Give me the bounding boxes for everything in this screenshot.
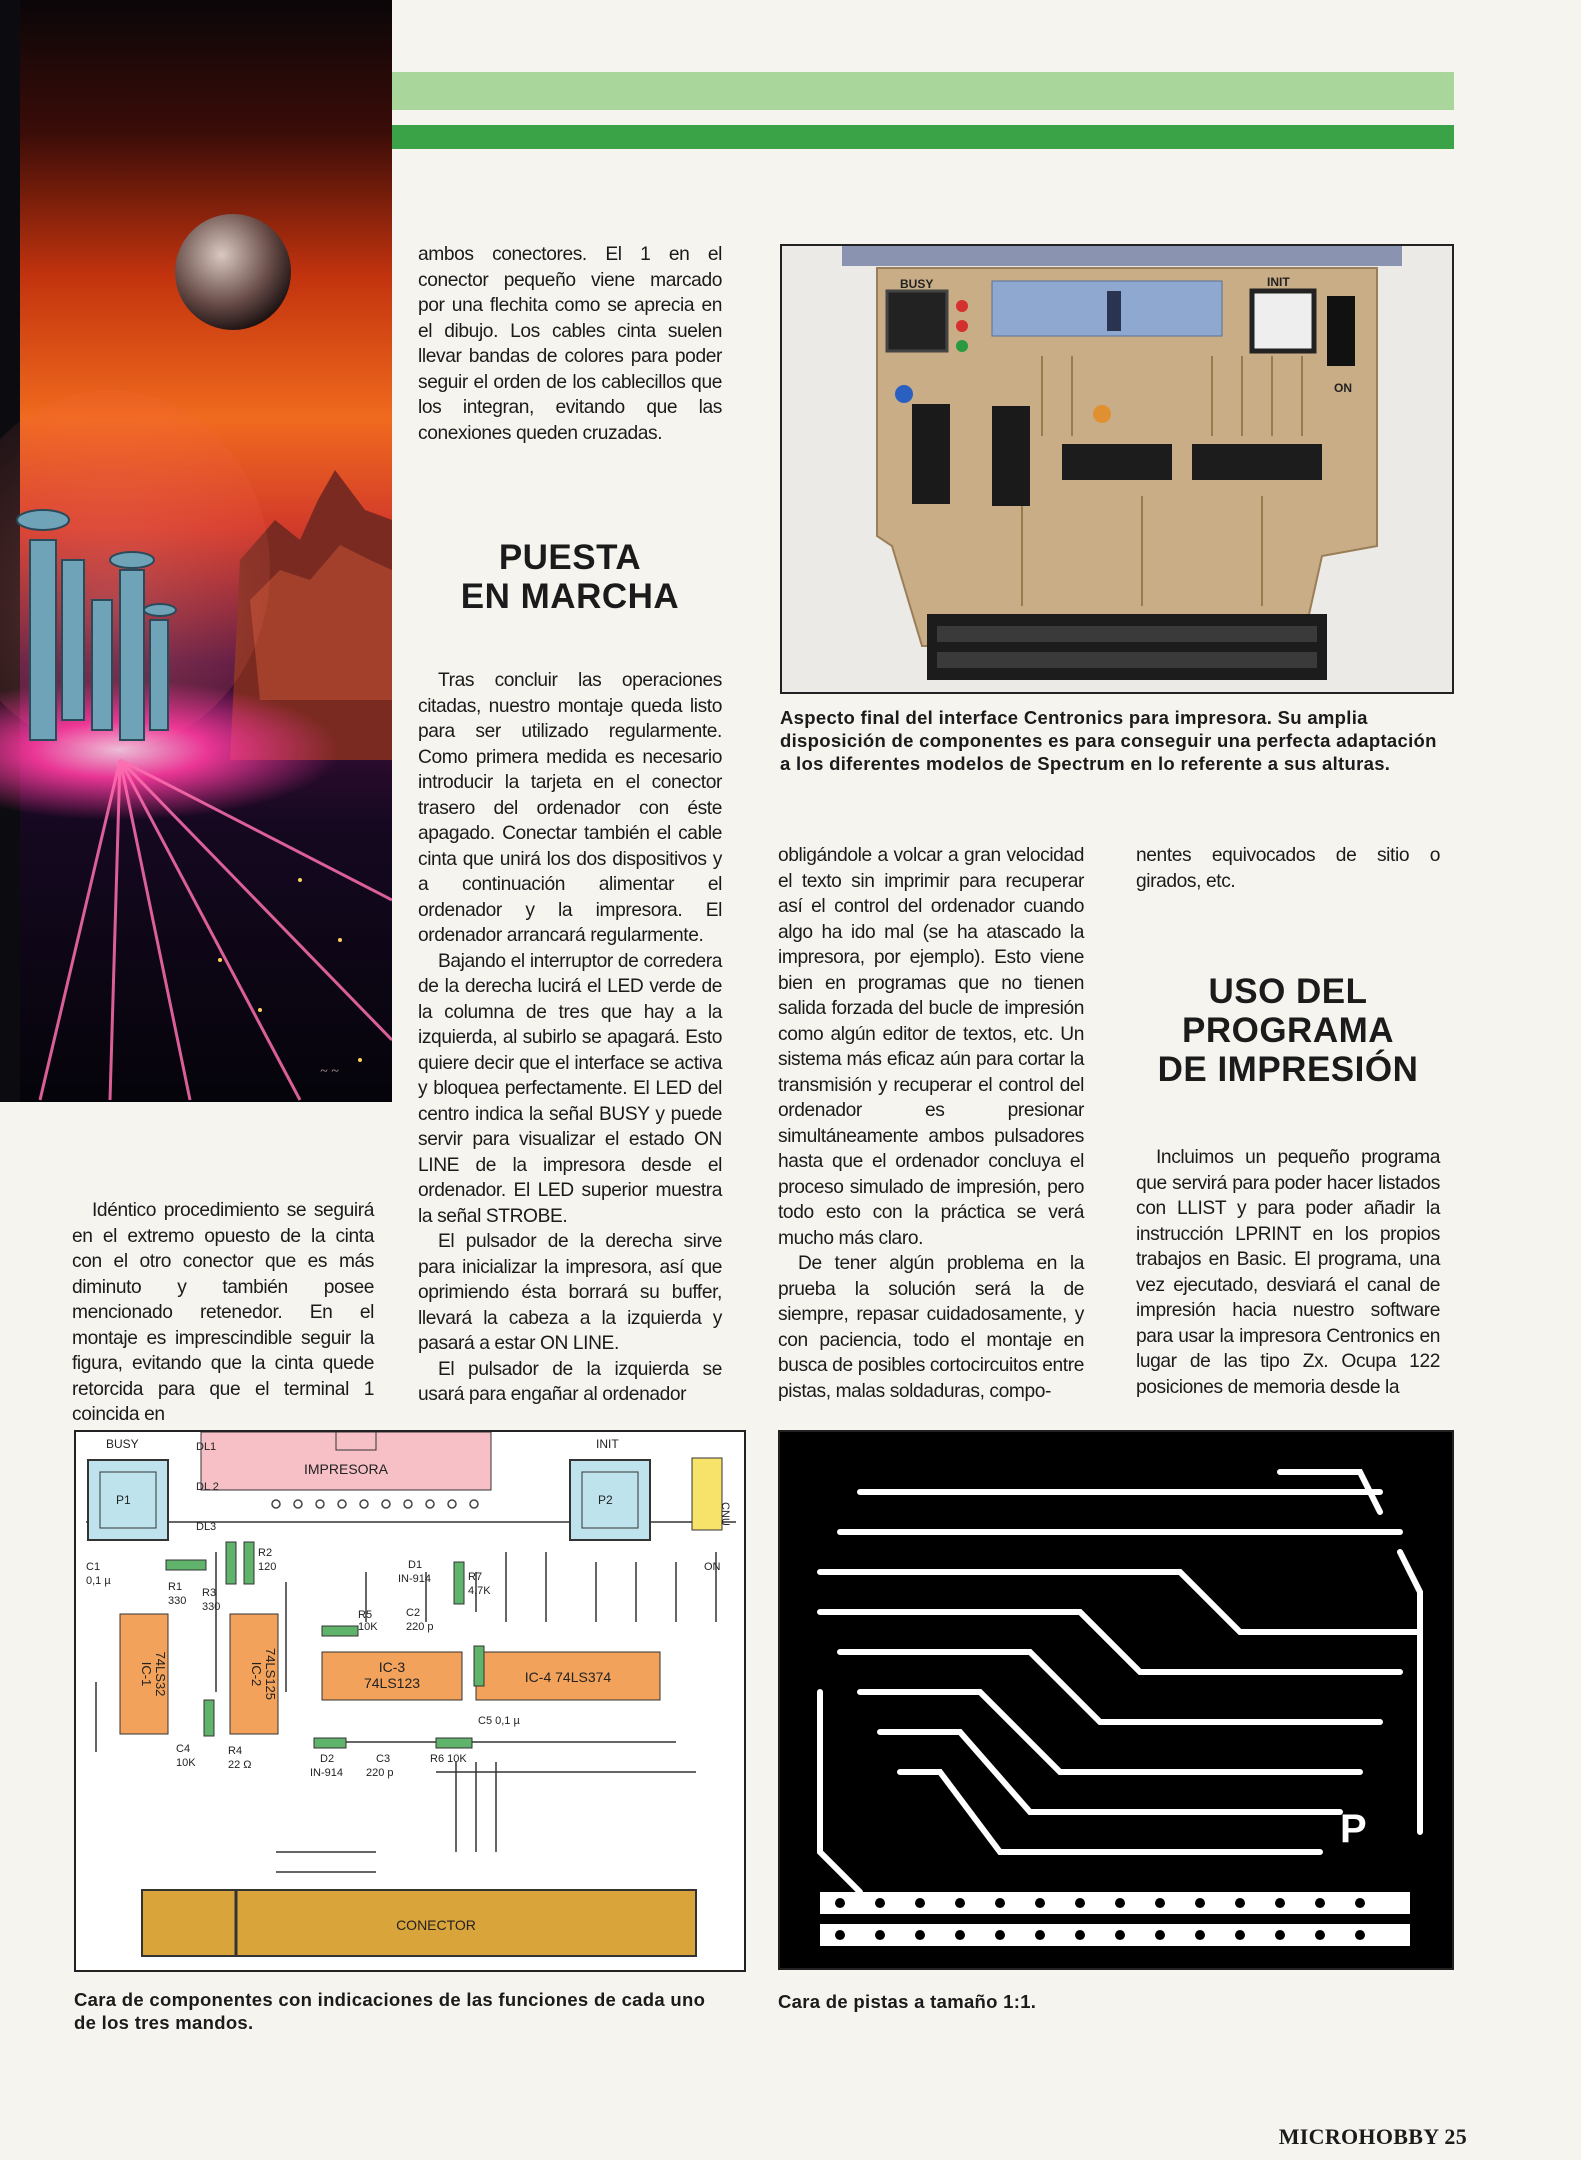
schematic-caption: Cara de componentes con indicaciones de las funciones de cada uno de los tres mandos. bbox=[74, 1989, 706, 2033]
schem-label-c2-value: 220 p bbox=[406, 1621, 434, 1633]
schem-label-ic4: IC-4 74LS374 bbox=[524, 1669, 612, 1685]
schem-label-conector: CONECTOR bbox=[396, 1917, 476, 1933]
heading-line: EN MARCHA bbox=[460, 577, 680, 616]
photo-label-busy: BUSY bbox=[900, 277, 934, 291]
schem-label-cnu: CNU bbox=[719, 1502, 731, 1526]
space-illustration bbox=[0, 0, 392, 1102]
schem-label-c4: C4 bbox=[176, 1743, 191, 1755]
schem-label-r7: R7 bbox=[468, 1571, 483, 1583]
column-2-body bbox=[418, 668, 722, 1408]
schem-label-init: INIT bbox=[596, 1437, 619, 1451]
heading-line: USO DEL bbox=[1208, 972, 1368, 1011]
schem-label-r1-value: 330 bbox=[168, 1595, 187, 1607]
schem-label-c5: C5 0,1 µ bbox=[478, 1715, 520, 1727]
schem-label-r6: R6 10K bbox=[430, 1753, 467, 1765]
photo-label-init: INIT bbox=[1267, 275, 1290, 289]
magazine-name: MICROHOBBY bbox=[1278, 2124, 1439, 2149]
page-number: 25 bbox=[1444, 2124, 1467, 2149]
schem-label-p2: P2 bbox=[598, 1493, 613, 1507]
schem-label-ic3: IC-3 bbox=[378, 1659, 406, 1675]
heading-puesta-en-marcha bbox=[418, 538, 722, 616]
schem-label-d1: D1 bbox=[408, 1559, 423, 1571]
col2-paragraph: Bajando el interruptor de corredera de la derecha lucirá el LED verde de la columna de tres que hay a la izquierda, al subirlo se apagará. Esto quiere decir que el interface se activa y bloquea perfectamente. El LED del centro indica la señal BUSY y puede servir para visualizar el estado ON LINE de la impresora desde el ordenador. El LED superior muestra la señal STROBE. bbox=[418, 950, 722, 1227]
col4-paragraph: Incluimos un pequeño programa que servirá para poder hacer listados con LLIST y para poder añadir la instrucción LPRINT en los propios trabajos en Basic. El programa, una vez ejecutado, desviará el canal de impresión hacia nuestro software para usar la impresora Centronics en lugar de las tipo Zx. Ocupa 122 posiciones de memoria desde la bbox=[1136, 1147, 1440, 1398]
col4-intro: nentes equivocados de sitio o girados, etc. bbox=[1136, 845, 1440, 892]
schem-label-busy: BUSY bbox=[106, 1437, 139, 1451]
photo-label-on: ON bbox=[1334, 381, 1352, 395]
col2-paragraph: El pulsador de la izquierda se usará para engañar al ordenador bbox=[418, 1358, 722, 1405]
heading-line: PROGRAMA bbox=[1181, 1011, 1395, 1050]
schem-label-r3: R3 bbox=[202, 1587, 217, 1599]
schem-label-p1: P1 bbox=[116, 1493, 131, 1507]
schem-label-on: ON bbox=[704, 1561, 721, 1573]
col2-intro: ambos conectores. El 1 en el conector pequeño viene marcado por una flechita como se aprecia en el dibujo. Los cables cinta suelen llevar bandas de colores para poder seguir el orden de los cablecillos que los integran, evitando que las conexiones queden cruzadas. bbox=[418, 244, 722, 444]
svg-text:~ ~: ~ ~ bbox=[320, 1064, 339, 1079]
pcb-tracks bbox=[778, 1430, 1454, 1970]
schem-label-c1-value: 0,1 µ bbox=[86, 1575, 111, 1587]
heading-line: PUESTA bbox=[498, 538, 642, 577]
schem-label-r1: R1 bbox=[168, 1581, 183, 1593]
schem-label-ic2: IC-2 bbox=[249, 1661, 264, 1687]
schem-label-dl1: DL1 bbox=[196, 1441, 217, 1453]
cover-illustration bbox=[0, 0, 392, 1102]
schematic-drawing bbox=[76, 1432, 744, 1970]
heading-line: DE IMPRESIÓN bbox=[1157, 1050, 1419, 1089]
schem-label-dl3: DL3 bbox=[196, 1521, 217, 1533]
schem-label-d1-value: IN-914 bbox=[398, 1573, 432, 1585]
board-photo-drawing bbox=[782, 246, 1452, 692]
board-photo bbox=[780, 244, 1454, 694]
header-bar-light bbox=[392, 72, 1454, 110]
col2-paragraph: El pulsador de la derecha sirve para inicializar la impresora, así que oprimiendo ésta borrará su buffer, llevará la cabeza a la izquierda y pasará a estar ON LINE. bbox=[418, 1231, 722, 1354]
column-1 bbox=[72, 1198, 374, 1428]
component-schematic bbox=[74, 1430, 746, 1972]
page-footer bbox=[1279, 2124, 1467, 2150]
header-bar-dark bbox=[392, 125, 1454, 149]
schem-label-r5: R5 bbox=[358, 1609, 373, 1621]
col3-paragraph: obligándole a volcar a gran velocidad el texto sin imprimir para recuperar así el control del ordenador cuando algo ha ido mal (se ha atascado la impresora, por ejemplo). Esto viene bien en programas que no tienen salida forzada del bucle de impresión como algún editor de textos, etc. Un sistema más eficaz aún para cortar la transmisión y recuperar el control del ordenador es presionar simultáneamente ambos pulsadores hasta que el ordenador concluya el proceso simulado de impresión, pero todo esto con la práctica se verá mucho más claro. bbox=[778, 845, 1084, 1249]
photo-caption: Aspecto final del interface Centronics para impresora. Su amplia disposición de componentes es para conseguir una perfecta adaptación a los diferentes modelos de Spectrum en lo referente a sus alturas. bbox=[780, 707, 1437, 774]
schem-label-ic1-type: 74LS32 bbox=[153, 1651, 168, 1697]
schem-label-ic3-type: 74LS123 bbox=[363, 1675, 421, 1691]
schem-label-c3-value: 220 p bbox=[366, 1767, 394, 1779]
schem-label-c1: C1 bbox=[86, 1561, 101, 1573]
schem-label-r4-value: 22 Ω bbox=[228, 1759, 252, 1771]
schem-label-r3-value: 330 bbox=[202, 1601, 221, 1613]
schem-label-r4: R4 bbox=[228, 1745, 243, 1757]
schem-label-c2: C2 bbox=[406, 1607, 421, 1619]
schem-label-r5-value: 10K bbox=[358, 1621, 378, 1633]
schem-label-d2-value: IN-914 bbox=[310, 1767, 344, 1779]
schem-label-r2-value: 120 bbox=[258, 1561, 277, 1573]
pcb-drawing bbox=[780, 1432, 1452, 1968]
heading-uso-del-programa bbox=[1136, 972, 1440, 1089]
col1-paragraph: Idéntico procedimiento se seguirá en el extremo opuesto de la cinta con el otro conector que es más diminuto y también posee mencionado retenedor. En el montaje es imprescindible seguir la figura, evitando que la cinta quede retorcida para que el terminal 1 coincida en bbox=[72, 1200, 374, 1425]
column-4 bbox=[1136, 843, 1440, 894]
pcb-letter: P bbox=[1340, 1807, 1367, 1851]
col3-paragraph: De tener algún problema en la prueba la solución será la de siempre, repasar cuidadosamente, y con paciencia, todo el montaje en busca de posibles cortocircuitos entre pistas, malas soldaduras, compo- bbox=[778, 1253, 1084, 1402]
column-4-body bbox=[1136, 1145, 1440, 1400]
schem-label-r7-value: 4,7K bbox=[468, 1585, 491, 1597]
schem-label-r2: R2 bbox=[258, 1547, 273, 1559]
schem-label-c4-value: 10K bbox=[176, 1757, 196, 1769]
column-3 bbox=[778, 843, 1084, 1404]
schem-label-ic2-type: 74LS125 bbox=[263, 1647, 278, 1701]
col2-paragraph: Tras concluir las operaciones citadas, nuestro montaje queda listo para ser utilizado regularmente. Como primera medida es necesario introducir la tarjeta en el conector trasero del ordenador con éste apagado. Conectar también el cable cinta que unirá los dos dispositivos y a continuación alimentar el ordenador y la impresora. El ordenador arrancará regularmente. bbox=[418, 670, 722, 946]
schem-label-c3: C3 bbox=[376, 1753, 391, 1765]
schem-label-impresora: IMPRESORA bbox=[303, 1461, 389, 1477]
schem-label-ic1: IC-1 bbox=[139, 1661, 154, 1687]
pcb-caption: Cara de pistas a tamaño 1:1. bbox=[778, 1991, 1037, 2012]
schem-label-dl2: DL 2 bbox=[196, 1481, 219, 1493]
schem-label-d2: D2 bbox=[320, 1753, 335, 1765]
column-2 bbox=[418, 242, 722, 446]
